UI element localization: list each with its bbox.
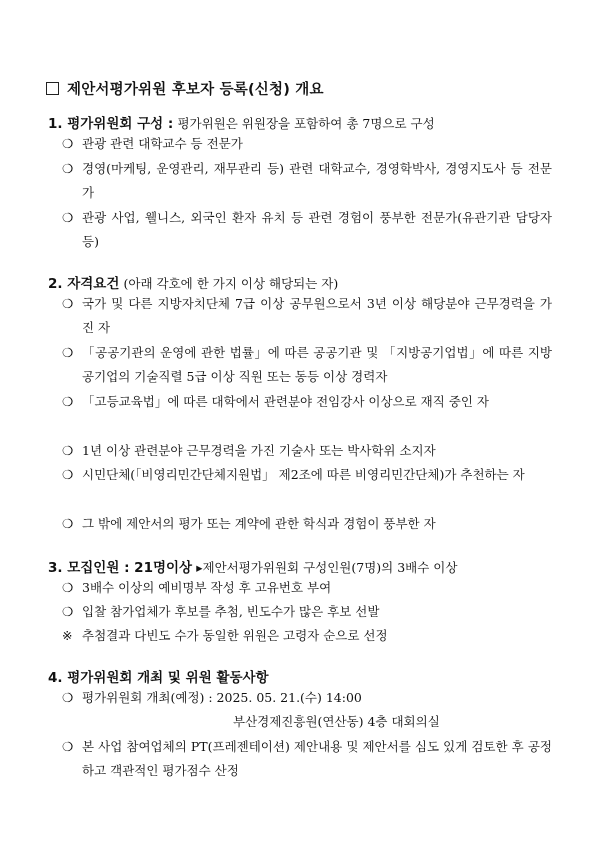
document-title-text: 제안서평가위원 후보자 등록(신청) 개요: [67, 82, 324, 98]
list-item: [62, 206, 552, 254]
circle-bullet-icon: ❍: [62, 345, 74, 360]
checkbox-square-icon: [46, 82, 59, 95]
section-1-heading: 1. 평가위원회 구성 :: [48, 116, 174, 132]
circle-bullet-icon: ❍: [62, 136, 74, 151]
note-text: 추첨결과 다빈도 수가 동일한 위원은 고령자 순으로 선정: [82, 628, 388, 643]
list-item-text: 「공공기관의 운영에 관한 법률」에 따른 공공기관 및 「지방공기업법」에 따른 지방공기업의 기술직렬 5급 이상 직원 또는 동등 이상 경력자: [82, 345, 552, 384]
list-item-text: 관광 관련 대학교수 등 전문가: [82, 136, 243, 151]
list-item-text: 입찰 참가업체가 후보를 추첨, 빈도수가 많은 후보 선발: [82, 604, 380, 619]
section-2-description: (아래 각호에 한 가지 이상 해당되는 자): [123, 276, 339, 291]
list-item: [62, 341, 552, 389]
section-3-description: ▸제안서평가위원회 구성인원(7명)의 3배수 이상: [196, 560, 458, 575]
circle-bullet-icon: ❍: [62, 604, 74, 619]
list-item-text: 「고등교육법」에 따른 대학에서 관련분야 전임강사 이상으로 재직 중인 자: [82, 394, 489, 409]
list-item-text: 그 밖에 제안서의 평가 또는 계약에 관한 학식과 경험이 풍부한 자: [82, 516, 436, 531]
section-3-heading-line: [48, 556, 457, 576]
circle-bullet-icon: ❍: [62, 210, 74, 225]
document-title: [46, 78, 324, 99]
reference-mark-icon: ※: [62, 628, 73, 643]
list-item: [62, 463, 552, 487]
list-item: [62, 735, 552, 783]
note-item: [62, 624, 552, 648]
list-item-text: 국가 및 다른 지방자치단체 7급 이상 공무원으로서 3년 이상 해당분야 근무경력을 가진 자: [82, 296, 552, 335]
section-1-heading-line: [48, 112, 435, 132]
section-1-description: 평가위원은 위원장을 포함하여 총 7명으로 구성: [177, 116, 435, 131]
circle-bullet-icon: ❍: [62, 739, 74, 754]
list-item: [62, 132, 552, 156]
schedule-text: 평가위원회 개최(예정) : 2025. 05. 21.(수) 14:00: [82, 690, 362, 705]
section-2-heading-line: [48, 272, 338, 292]
section-4-heading: 4. 평가위원회 개최 및 위원 활동사항: [48, 670, 269, 686]
list-item: [62, 600, 552, 624]
list-item: [62, 686, 552, 710]
list-item-text: 경영(마케팅, 운영관리, 재무관리 등) 관련 대학교수, 경영학박사, 경영지도사 등 전문가: [82, 161, 552, 200]
section-2-heading: 2. 자격요건: [48, 276, 120, 292]
list-item: [62, 292, 552, 340]
circle-bullet-icon: ❍: [62, 690, 74, 705]
list-item: [62, 157, 552, 205]
list-item-text: 관광 사업, 웰니스, 외국인 환자 유치 등 관련 경험이 풍부한 전문가(유관기관 담당자 등): [82, 210, 552, 249]
list-item-text: 시민단체(「비영리민간단체지원법」 제2조에 따른 비영리민간단체)가 추천하는 자: [82, 467, 525, 482]
circle-bullet-icon: ❍: [62, 296, 74, 311]
circle-bullet-icon: ❍: [62, 580, 74, 595]
list-item: [62, 439, 552, 463]
section-4-heading-line: [48, 666, 269, 686]
circle-bullet-icon: ❍: [62, 394, 74, 409]
circle-bullet-icon: ❍: [62, 516, 74, 531]
list-item-text: 본 사업 참여업체의 PT(프레젠테이션) 제안내용 및 제안서를 심도 있게 검토한 후 공정하고 객관적인 평가점수 산정: [82, 739, 552, 778]
circle-bullet-icon: ❍: [62, 467, 74, 482]
list-item: [62, 512, 552, 536]
list-item: [62, 390, 552, 414]
circle-bullet-icon: ❍: [62, 161, 74, 176]
venue-text: 부산경제진흥원(연산동) 4층 대회의실: [233, 714, 440, 729]
section-3-heading: 3. 모집인원 : 21명이상: [48, 560, 193, 576]
list-item: [62, 576, 552, 600]
list-item-text: 1년 이상 관련분야 근무경력을 가진 기술사 또는 박사학위 소지자: [82, 443, 436, 458]
circle-bullet-icon: ❍: [62, 443, 74, 458]
list-item-text: 3배수 이상의 예비명부 작성 후 고유번호 부여: [82, 580, 332, 595]
